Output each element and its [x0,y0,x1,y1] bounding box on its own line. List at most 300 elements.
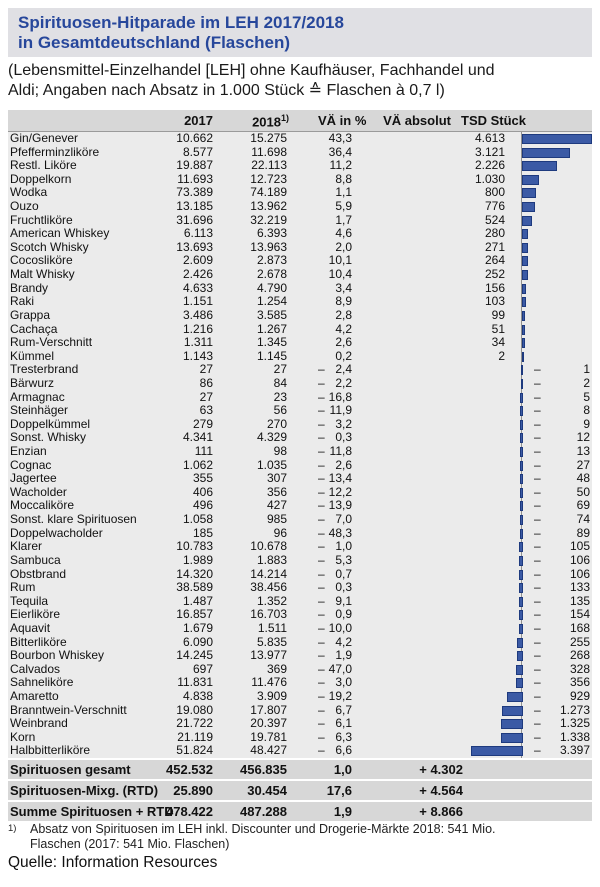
category-label: Aquavit [10,620,51,635]
minus-sign: – [534,743,541,758]
table-row [8,173,592,187]
value-abs-left: 156 [484,280,505,295]
value-pct: 10,4 [328,267,352,282]
value-2017: 1.216 [182,321,213,336]
value-2017: 4.838 [182,688,213,703]
page-title-line1: Spirituosen-Hitparade im LEH 2017/2018 [18,13,344,32]
category-label: Calvados [10,661,61,676]
value-pct: 2,6 [335,335,352,350]
value-abs-right: 2 [583,375,590,390]
category-label: Sonst. klare Spirituosen [10,512,137,527]
value-bar [522,134,592,144]
table-row [8,186,592,200]
value-pct: 9,1 [335,593,352,608]
minus-sign: – [318,661,325,676]
value-2017: 1.058 [182,512,213,527]
table-row [8,717,592,731]
minus-sign: – [534,389,541,404]
value-2018: 1.345 [256,335,287,350]
value-pct: 8,8 [335,171,352,186]
table-row [8,744,592,758]
value-2018: 6.393 [256,226,287,241]
minus-sign: – [318,620,325,635]
table-row [8,486,592,500]
table-row [8,459,592,473]
value-2017: 6.090 [182,634,213,649]
value-abs-left: 264 [484,253,505,268]
value-abs-left: 2 [498,348,505,363]
minus-sign: – [318,416,325,431]
value-2017: 697 [192,661,213,676]
table-row [8,731,592,745]
value-abs-left: 1.030 [474,171,505,186]
value-abs-left: 776 [484,199,505,214]
table-row [8,622,592,636]
minus-sign: – [534,675,541,690]
value-pct: 19,2 [328,688,352,703]
minus-sign: – [318,702,325,717]
column-header-pct: VÄ in % [318,113,367,128]
value-2018: 1.511 [257,620,287,635]
category-label: Rum-Verschnitt [10,335,93,350]
value-2018: 456.835 [240,762,287,777]
category-label: Fruchtliköre [10,212,73,227]
value-abs-left: 2.226 [474,158,505,173]
value-pct: 0,3 [335,430,352,445]
category-label: Bourbon Whiskey [10,648,105,663]
value-abs-right: 154 [569,607,590,622]
minus-sign: – [534,416,541,431]
category-label: Grappa [10,307,51,322]
category-label: Armagnac [10,389,65,404]
value-pct: 6,7 [335,702,352,717]
value-2018: 17.807 [250,702,287,717]
value-2017: 2.609 [182,253,213,268]
value-bar [522,216,532,226]
minus-sign: – [534,593,541,608]
value-pct: 5,9 [335,199,352,214]
value-pct: 5,3 [335,552,352,567]
value-pct: 2,0 [335,239,352,254]
category-label: Wacholder [10,484,67,499]
value-abs-left: 252 [484,267,505,282]
value-pct: 0,2 [335,348,352,363]
value-abs-left: 280 [484,226,505,241]
value-2017: 10.783 [176,539,213,554]
value-2018: 11.698 [251,144,287,159]
minus-sign: – [534,457,541,472]
value-bar [522,188,536,198]
value-2018: 427 [266,498,287,513]
minus-sign: – [534,525,541,540]
table-row [8,554,592,568]
value-2017: 38.589 [176,580,213,595]
table-row [8,540,592,554]
category-label: Klarer [10,539,43,554]
value-2018: 1.267 [256,321,287,336]
minus-sign: – [318,634,325,649]
value-2018: 3.585 [256,307,287,322]
value-abs-left: 103 [484,294,505,309]
value-2018: 2.678 [256,267,287,282]
minus-sign: – [318,729,325,744]
value-abs-right: 929 [569,688,590,703]
minus-sign: – [318,688,325,703]
table-row [8,608,592,622]
category-label: Tresterbrand [10,362,79,377]
table-row [8,200,592,214]
value-2017: 86 [199,375,213,390]
value-abs: + 4.302 [419,762,463,777]
value-pct: 3,4 [335,280,352,295]
value-2017: 63 [199,403,213,418]
page-title-line2: in Gesamtdeutschland (Flaschen) [18,33,291,52]
value-2018: 356 [266,484,287,499]
value-2018: 74.189 [250,185,287,200]
minus-sign: – [318,375,325,390]
value-2017: 14.245 [176,648,213,663]
value-pct: 13,4 [328,471,352,486]
value-abs-right: 8 [583,403,590,418]
column-header-abs: VÄ absolut [383,113,451,128]
value-2017: 19.887 [176,158,213,173]
value-pct: 10,1 [328,253,352,268]
value-abs-right: 328 [569,661,590,676]
minus-sign: – [534,580,541,595]
value-2018: 13.962 [250,199,287,214]
title-block [8,8,592,57]
value-2018: 985 [266,512,287,527]
table-row [8,568,592,582]
category-label: Steinhäger [10,403,69,418]
table-row [8,513,592,527]
value-abs-right: 89 [576,525,590,540]
value-abs-left: 271 [484,239,505,254]
value-2017: 19.080 [176,702,213,717]
category-label: Obstbrand [10,566,67,581]
value-abs-right: 1.338 [559,729,590,744]
table-body [8,132,592,758]
category-label: Kümmel [10,348,55,363]
minus-sign: – [534,566,541,581]
value-pct: 4,2 [335,321,352,336]
value-2018: 1.883 [256,552,287,567]
category-label: Rum [10,580,36,595]
value-2017: 1.487 [182,593,213,608]
source-line: Quelle: Information Resources [8,854,218,871]
category-label: Enzian [10,444,47,459]
minus-sign: – [318,716,325,731]
value-abs-right: 13 [576,444,590,459]
value-2018: 32.219 [250,212,287,227]
value-abs-left: 4.613 [474,131,505,145]
value-abs-right: 9 [583,416,590,431]
value-2018: 4.790 [256,280,287,295]
table-row [8,254,592,268]
table-row [8,268,592,282]
value-pct: 12,2 [328,484,352,499]
value-2018: 11.476 [251,675,287,690]
category-label: Korn [10,729,36,744]
value-2018: 5.835 [256,634,287,649]
value-abs-right: 74 [576,512,590,527]
table-row [8,676,592,690]
footnote [8,822,592,852]
value-2018: 98 [273,444,287,459]
value-2017: 3.486 [182,307,213,322]
table-row [8,295,592,309]
value-2017: 185 [192,525,213,540]
table-row [8,132,592,146]
table-row [8,636,592,650]
table-row [8,404,592,418]
value-2017: 4.633 [182,280,213,295]
value-pct: 0,3 [335,580,352,595]
minus-sign: – [534,648,541,663]
value-2017: 1.062 [182,457,213,472]
value-2017: 1.989 [182,552,213,567]
value-2017: 496 [192,498,213,513]
minus-sign: – [534,484,541,499]
value-abs-right: 50 [576,484,590,499]
minus-sign: – [318,389,325,404]
value-pct: 2,6 [335,457,352,472]
value-abs-left: 3.121 [474,144,505,159]
table-row [8,363,592,377]
category-label: Wodka [10,185,48,200]
category-label: Cognac [10,457,52,472]
minus-sign: – [318,525,325,540]
value-pct: 1,0 [335,539,352,554]
value-pct: 6,3 [335,729,352,744]
summary-row-gesamt [8,760,592,779]
value-2018: 96 [273,525,287,540]
table-row [8,704,592,718]
value-2017: 13.693 [176,239,213,254]
value-pct: 11,9 [329,403,352,418]
value-abs-right: 105 [569,539,590,554]
value-pct: 1,9 [335,648,352,663]
table-row [8,309,592,323]
summary-label: Spirituosen gesamt [10,762,131,777]
value-2017: 452.532 [166,762,213,777]
value-abs-right: 1.273 [559,702,590,717]
value-2018: 19.781 [250,729,287,744]
footnote-line2: Flaschen (2017: 541 Mio. Flaschen) [30,837,230,851]
value-abs-right: 106 [569,552,590,567]
table-row [8,350,592,364]
value-2018: 1.254 [256,294,287,309]
value-abs-right: 133 [569,580,590,595]
value-pct: 2,4 [335,362,352,377]
category-label: Gin/Genever [10,131,79,145]
value-abs-right: 5 [583,389,590,404]
category-label: Restl. Liköre [10,158,77,173]
value-2017: 111 [194,444,213,459]
value-bar [522,325,525,335]
category-label: Sahneliköre [10,675,74,690]
category-label: Doppelkümmel [10,416,91,431]
value-pct: 2,8 [335,307,352,322]
category-label: Doppelkorn [10,171,72,186]
category-label: Moccaliköre [10,498,75,513]
summary-row-rtd [8,781,592,800]
value-2017: 6.113 [183,226,213,241]
footnote-marker: 1) [8,823,17,834]
summary-label: Spirituosen-Mixg. (RTD) [10,783,159,798]
value-2018: 12.723 [250,171,287,186]
category-label: Bärwurz [10,375,55,390]
value-pct: 1,0 [333,762,352,777]
category-label: Raki [10,294,35,309]
minus-sign: – [534,512,541,527]
category-label: Cachaça [10,321,58,336]
minus-sign: – [318,552,325,567]
value-2017: 8.577 [182,144,213,159]
value-bar [522,338,525,348]
value-bar [522,297,526,307]
value-2017: 355 [192,471,213,486]
value-pct: 3,2 [335,416,352,431]
value-2017: 25.890 [173,783,213,798]
value-pct: 7,0 [335,512,352,527]
value-bar [522,256,528,266]
value-abs-right: 12 [576,430,590,445]
minus-sign: – [534,716,541,731]
category-label: Weinbrand [10,716,68,731]
category-label: Eierliköre [10,607,61,622]
value-abs-left: 800 [484,185,505,200]
value-pct: 36,4 [328,144,352,159]
category-label: Brandy [10,280,49,295]
value-2018: 38.456 [250,580,287,595]
category-label: Branntwein-Verschnitt [10,702,127,717]
minus-sign: – [534,552,541,567]
subtitle-line2: Aldi; Angaben nach Absatz in 1.000 Stück ≙ Flaschen à 0,7 l) [8,82,445,99]
value-2018: 3.909 [256,688,287,703]
footnote-line1: Absatz von Spirituosen im LEH inkl. Discounter und Drogerie-Märkte 2018: 541 Mio. [30,822,496,836]
value-2017: 478.422 [166,804,213,819]
minus-sign: – [318,539,325,554]
value-2017: 16.857 [176,607,213,622]
value-abs: + 8.866 [419,804,463,819]
value-abs-right: 3.397 [559,743,590,758]
value-2017: 14.320 [176,566,213,581]
value-bar [522,229,528,239]
value-pct: 1,1 [335,185,352,200]
value-2018: 487.288 [240,804,287,819]
minus-sign: – [534,729,541,744]
value-pct: 4,2 [335,634,352,649]
value-abs-right: 255 [569,634,590,649]
value-pct: 2,2 [335,375,352,390]
minus-sign: – [534,634,541,649]
table-row [8,527,592,541]
value-abs-left: 524 [484,212,505,227]
value-2018: 1.035 [256,457,287,472]
minus-sign: – [318,580,325,595]
category-label: Scotch Whisky [10,239,89,254]
value-2017: 406 [192,484,213,499]
value-pct: 6,1 [335,716,352,731]
value-2018: 4.329 [256,430,287,445]
minus-sign: – [534,362,541,377]
table-row [8,595,592,609]
value-abs-right: 1.325 [559,716,590,731]
minus-sign: – [318,566,325,581]
category-label: Sambuca [10,552,61,567]
minus-sign: – [534,430,541,445]
value-2018: 15.275 [250,131,287,145]
value-bar [522,270,528,280]
value-2018: 1.352 [256,593,287,608]
value-2018: 23 [273,389,287,404]
minus-sign: – [534,375,541,390]
table-row [8,377,592,391]
table-row [8,241,592,255]
category-label: Jagertee [10,471,57,486]
table-row [8,214,592,228]
value-pct: 8,9 [335,294,352,309]
value-pct: 11,8 [329,444,352,459]
value-2018: 20.397 [250,716,287,731]
table-row [8,499,592,513]
value-pct: 11,2 [329,158,352,173]
table-row [8,663,592,677]
value-2017: 13.185 [176,199,213,214]
value-2017: 21.722 [176,716,213,731]
value-2017: 1.151 [182,294,213,309]
category-label: Ouzo [10,199,39,214]
value-2017: 1.311 [183,335,213,350]
table-row [8,431,592,445]
value-2017: 11.831 [177,675,213,690]
table-row [8,323,592,337]
value-pct: 0,7 [335,566,352,581]
table-row [8,472,592,486]
value-2018: 13.977 [250,648,287,663]
table-header [8,110,592,132]
value-pct: 10,0 [328,620,352,635]
table-row [8,391,592,405]
category-label: Pfefferminzliköre [10,144,100,159]
table-row [8,690,592,704]
minus-sign: – [318,607,325,622]
table-row [8,581,592,595]
value-2017: 1.143 [182,348,213,363]
table-row [8,649,592,663]
value-2017: 51.824 [176,743,213,758]
value-abs-right: 1 [583,362,590,377]
minus-sign: – [534,661,541,676]
minus-sign: – [318,484,325,499]
value-pct: 1,9 [333,804,352,819]
minus-sign: – [318,444,325,459]
category-label: Tequila [10,593,49,608]
value-2017: 1.679 [182,620,213,635]
category-label: Malt Whisky [10,267,75,282]
value-bar [522,148,570,158]
column-header-2018: 2018$^{1)}$ [252,113,289,130]
value-bar [522,202,535,212]
value-2017: 73.389 [176,185,213,200]
summary-label: Summe Spirituosen + RTD [10,804,174,819]
value-bar [522,284,526,294]
value-2018: 307 [266,471,287,486]
value-pct: 43,3 [328,131,352,145]
value-pct: 48,3 [328,525,352,540]
value-pct: 4,6 [335,226,352,241]
